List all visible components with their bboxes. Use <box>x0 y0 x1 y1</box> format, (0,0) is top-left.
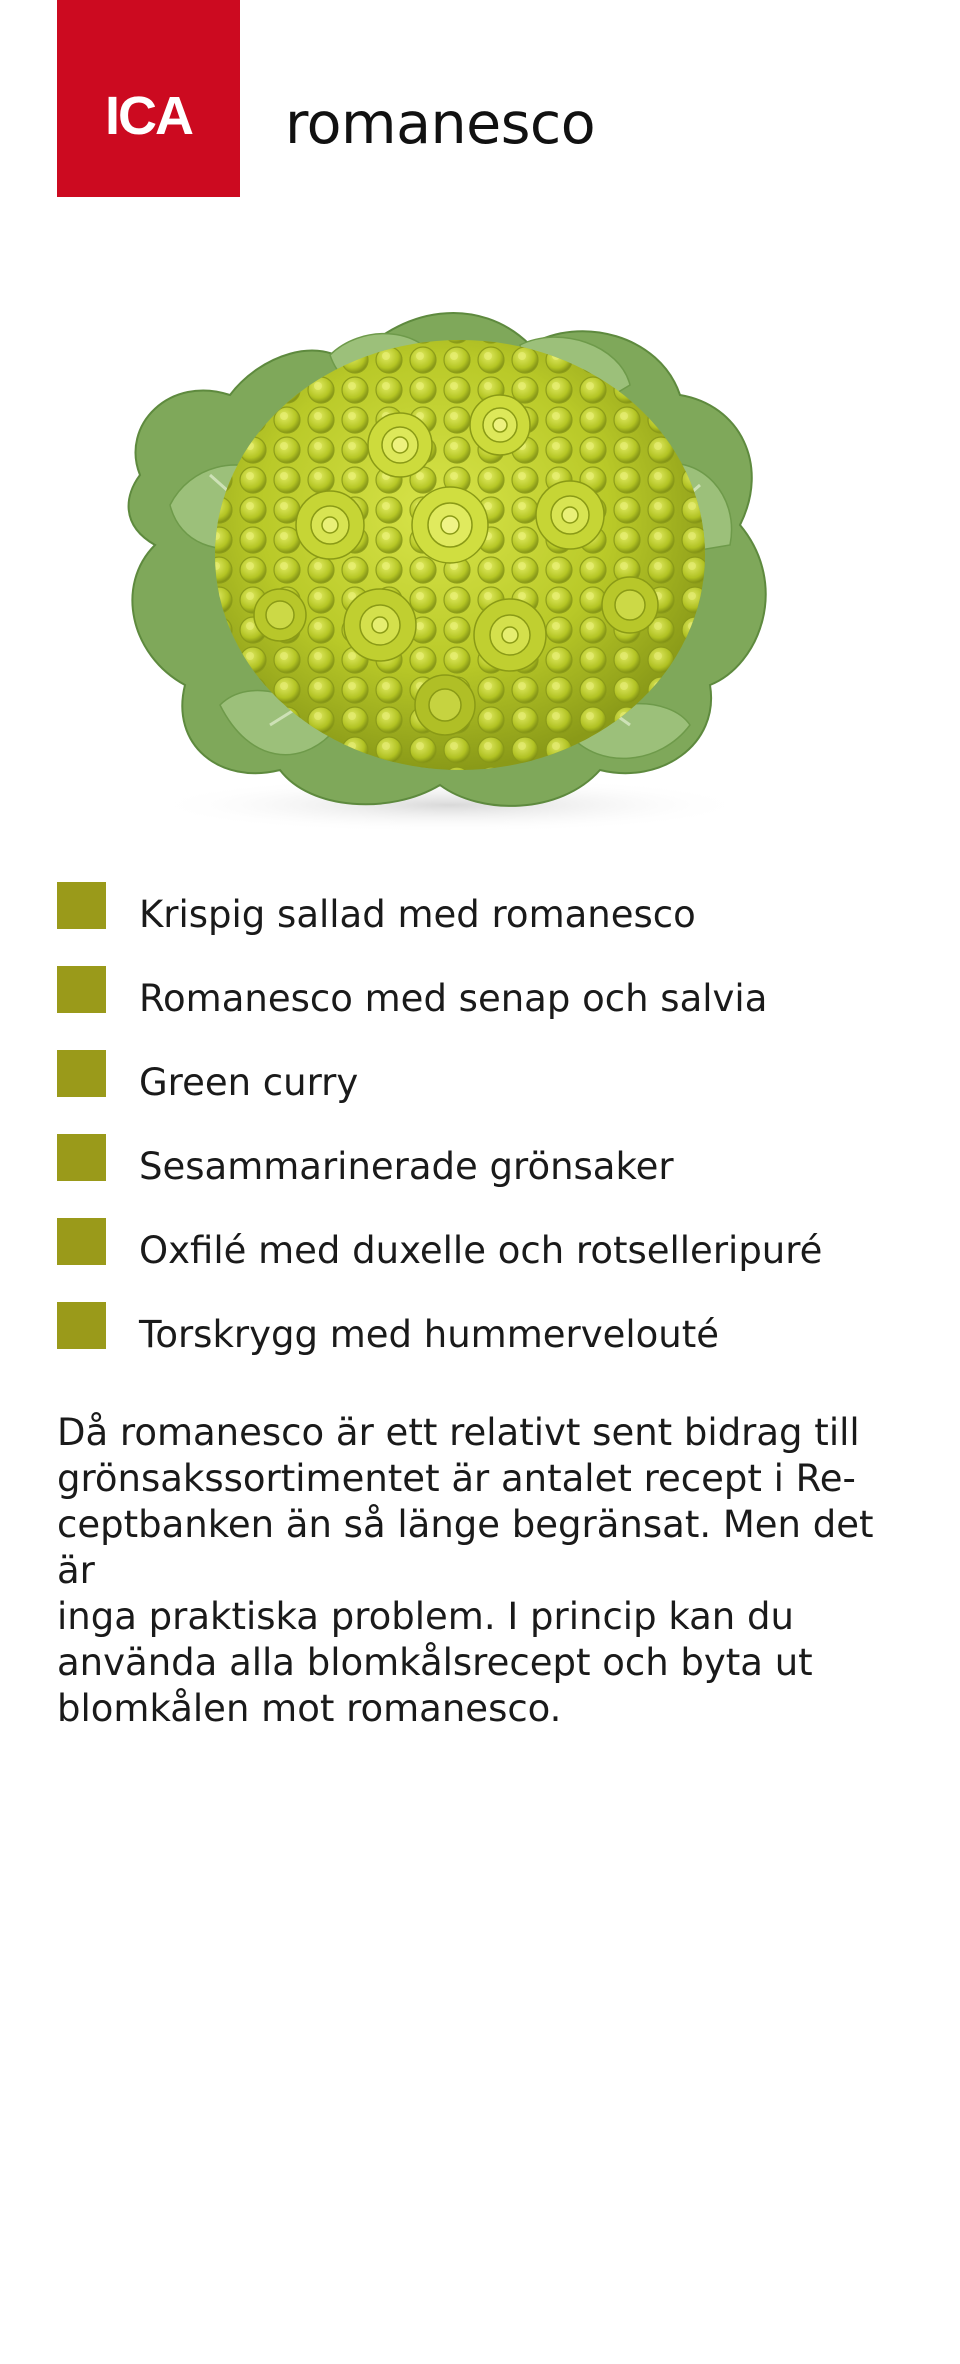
recipe-label[interactable]: Oxfilé med duxelle och rotselleripuré <box>139 1229 823 1272</box>
recipe-bullet <box>57 1218 106 1265</box>
recipe-bullet <box>57 882 106 929</box>
recipe-bullet <box>57 1050 106 1097</box>
page-title: romanesco <box>285 91 596 157</box>
recipe-list <box>57 880 822 1384</box>
recipe-item-romanesco-senap-salvia[interactable] <box>57 964 822 1048</box>
recipe-label[interactable]: Green curry <box>139 1061 359 1104</box>
recipe-item-green-curry[interactable] <box>57 1048 822 1132</box>
description-line: blomkålen mot romanesco. <box>57 1687 562 1730</box>
description-line: inga praktiska problem. I princip kan du <box>57 1595 794 1638</box>
ica-logo <box>57 0 240 197</box>
description-line: ceptbanken än så länge begränsat. Men det är <box>57 1503 874 1592</box>
description-line: grönsakssortimentet är antalet recept i Re- <box>57 1457 856 1500</box>
recipe-item-sesammarinerade-gronsaker[interactable] <box>57 1132 822 1216</box>
recipe-item-krispig-sallad[interactable] <box>57 880 822 964</box>
recipe-label[interactable]: Sesammarinerade grönsaker <box>139 1145 674 1188</box>
recipe-label[interactable]: Torskrygg med hummervelouté <box>139 1313 720 1356</box>
recipe-label[interactable]: Krispig sallad med romanesco <box>139 893 696 936</box>
recipe-label[interactable]: Romanesco med senap och salvia <box>139 977 768 1020</box>
recipe-item-oxfile-duxelle[interactable] <box>57 1216 822 1300</box>
description-line: Då romanesco är ett relativt sent bidrag till <box>57 1411 860 1454</box>
recipe-item-torskrygg-hummervelute[interactable] <box>57 1300 822 1384</box>
recipe-bullet <box>57 1302 106 1349</box>
description-line: använda alla blomkålsrecept och byta ut <box>57 1641 813 1684</box>
description-paragraph <box>57 1410 897 1732</box>
romanesco-illustration <box>100 225 800 845</box>
recipe-bullet <box>57 966 106 1013</box>
recipe-bullet <box>57 1134 106 1181</box>
ica-logo-text: ICA <box>105 85 192 146</box>
